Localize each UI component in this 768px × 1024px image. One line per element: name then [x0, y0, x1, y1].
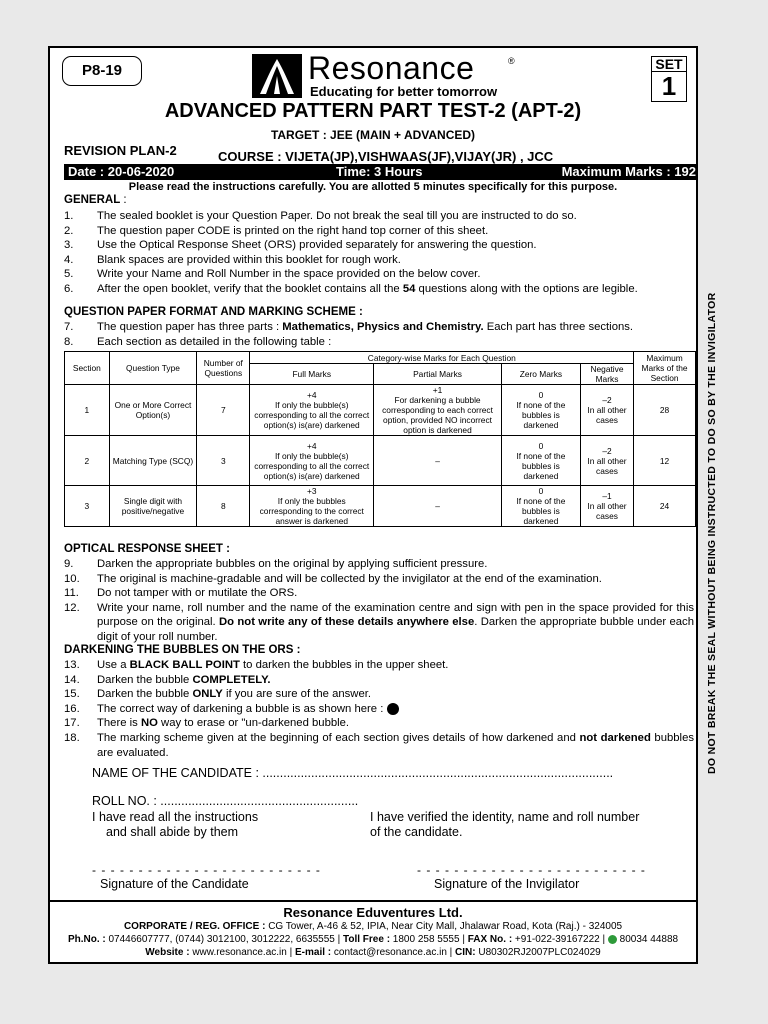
- table-row: 1 One or More Correct Option(s) 7 +4 If only the bubble(s) corresponding to all the correct option(s) is(are) darkened +1 For darkening a bubble corresponding to each correct option, provided NO incorrect option is darkened 0 If none of the bubbles is darkened –2 In all other cases 28: [65, 385, 696, 436]
- logo-tagline: Educating for better tomorrow: [310, 84, 498, 99]
- header-partial: Partial Marks: [374, 364, 502, 385]
- general-list: [64, 209, 694, 297]
- test-title: ADVANCED PATTERN PART TEST-2 (APT-2): [164, 100, 582, 122]
- format-list: [64, 320, 694, 349]
- format-heading: QUESTION PAPER FORMAT AND MARKING SCHEME :: [64, 306, 363, 318]
- list-item: 18. The marking scheme given at the beginning of each section gives details of how darkened and not darkened bubbles are evaluated.: [64, 731, 694, 759]
- website-link[interactable]: www.resonance.ac.in |: [189, 947, 295, 958]
- footer-divider: [50, 900, 696, 902]
- darkening-list: [64, 658, 694, 760]
- header-num-questions: Number of Questions: [197, 352, 250, 385]
- set-label: SET: [652, 57, 686, 72]
- whatsapp-icon: [608, 935, 617, 944]
- paper-code: P8-19: [62, 56, 142, 86]
- instruction-note: Please read the instructions carefully. You are allotted 5 minutes specifically for this purpose.: [128, 181, 618, 193]
- invigilator-declaration: I have verified the identity, name and roll number of the candidate.: [370, 810, 640, 839]
- general-heading: GENERAL :: [64, 194, 127, 206]
- candidate-signature-line[interactable]: - - - - - - - - - - - - - - - - - - - - - - - - -: [92, 863, 321, 877]
- list-item: 2. The question paper CODE is printed on the right hand top corner of this sheet.: [64, 224, 489, 237]
- web-contact: Website : www.resonance.ac.in | E-mail : contact@resonance.ac.in | CIN: U80302RJ2007PLC024029: [145, 947, 601, 958]
- roll-number-field[interactable]: ROLL NO. : .........................................................: [92, 794, 359, 808]
- invigilator-signature-label: Signature of the Invigilator: [434, 877, 580, 891]
- ors-heading: OPTICAL RESPONSE SHEET :: [64, 543, 230, 555]
- list-item: 13. Use a BLACK BALL POINT to darken the bubbles in the upper sheet.: [64, 659, 449, 671]
- target-line: TARGET : JEE (MAIN + ADVANCED): [270, 128, 476, 142]
- header-zero: Zero Marks: [501, 364, 580, 385]
- table-row: 3 Single digit with positive/negative 8 +3 If only the bubbles corresponding to the correct answer is darkened – 0 If none of the bubbles is darkened –1 In all other cases 24: [65, 486, 696, 527]
- maximum-marks: Maximum Marks : 192: [561, 164, 696, 179]
- resonance-emblem-icon: [252, 54, 302, 98]
- candidate-signature-label: Signature of the Candidate: [100, 877, 249, 891]
- list-item: 17. There is NO way to erase or "un-darkened bubble.: [64, 717, 350, 730]
- header-section: Section: [65, 352, 110, 385]
- list-item: 11. Do not tamper with or mutilate the ORS.: [64, 587, 298, 600]
- office-address: CORPORATE / REG. OFFICE : CG Tower, A-46 & 52, IPIA, Near City Mall, Jhalawar Road, Kota (Raj.) - 324005: [123, 921, 623, 932]
- seal-warning-side-text: DO NOT BREAK THE SEAL WITHOUT BEING INSTRUCTED TO DO SO BY THE INVIGILATOR: [706, 292, 718, 774]
- revision-plan: REVISION PLAN-2: [64, 143, 177, 158]
- list-item: 1. The sealed booklet is your Question Paper. Do not break the seal till you are instructed to do so.: [64, 210, 577, 222]
- list-item: 5. Write your Name and Roll Number in the space provided on the below cover.: [64, 268, 481, 281]
- set-number: 1: [661, 71, 677, 101]
- list-item: 14. Darken the bubble COMPLETELY.: [64, 673, 271, 686]
- list-item: 7. The question paper has three parts : Mathematics, Physics and Chemistry. Each part has three sections.: [64, 321, 634, 333]
- list-item: 15. Darken the bubble ONLY if you are sure of the answer.: [64, 688, 372, 701]
- exam-date: Date : 20-06-2020: [68, 164, 175, 179]
- header-question-type: Question Type: [109, 352, 196, 385]
- list-item: 10. The original is machine-gradable and will be collected by the invigilator at the end of the examination.: [64, 572, 602, 585]
- list-item: 6. After the open booklet, verify that the booklet contains all the 54 questions along with the options are legible.: [64, 282, 638, 295]
- header-full: Full Marks: [250, 364, 374, 385]
- set-box: [651, 56, 687, 102]
- question-booklet-cover: [48, 46, 698, 964]
- list-item: 8. Each section as detailed in the following table :: [64, 335, 332, 348]
- list-item: 9. Darken the appropriate bubbles on the original by applying sufficient pressure.: [64, 558, 488, 570]
- ors-list: [64, 557, 694, 645]
- header-maximum: Maximum Marks of the Section: [634, 352, 696, 385]
- invigilator-signature-line[interactable]: - - - - - - - - - - - - - - - - - - - - - - - - -: [417, 863, 646, 877]
- company-name: Resonance Eduventures Ltd.: [283, 905, 463, 920]
- email-link[interactable]: contact@resonance.ac.in |: [331, 947, 456, 958]
- candidate-declaration: I have read all the instructions and shall abide by them: [92, 810, 259, 839]
- list-item: 16. The correct way of darkening a bubble is as shown here :: [64, 702, 694, 717]
- resonance-logo: [252, 50, 522, 100]
- header-negative: Negative Marks: [580, 364, 633, 385]
- course-line: COURSE : VIJETA(JP),VISHWAAS(JF),VIJAY(JR) , JCC: [218, 149, 554, 164]
- exam-duration: Time: 3 Hours: [336, 164, 423, 179]
- contact-numbers: Ph.No. : 07446607777, (0744) 3012100, 3012222, 6635555 | Toll Free : 1800 258 5555 | FAX No. : +91-022-39167222 | 80034 44888: [67, 934, 679, 945]
- logo-wordmark: Resonance: [308, 50, 475, 86]
- darkening-heading: DARKENING THE BUBBLES ON THE ORS :: [64, 644, 301, 656]
- candidate-name-field[interactable]: NAME OF THE CANDIDATE : .....................................................................................................: [92, 766, 614, 780]
- marking-scheme-table: [64, 351, 696, 527]
- table-row: 2 Matching Type (SCQ) 3 +4 If only the bubble(s) corresponding to all the correct option(s) is(are) darkened – 0 If none of the bubbles is darkened –2 In all other cases 12: [65, 436, 696, 486]
- list-item: 12. Write your name, roll number and the name of the examination centre and sign with pen in the space provided for this purpose on the original. Do not write any of these details anywhere else. Darken the appropriate bubble under each digit of your roll number.: [64, 601, 694, 643]
- registered-mark: ®: [508, 56, 515, 66]
- list-item: 3. Use the Optical Response Sheet (ORS) provided separately for answering the question.: [64, 239, 537, 252]
- list-item: 4. Blank spaces are provided within this booklet for rough work.: [64, 253, 401, 266]
- date-time-bar: [64, 164, 696, 180]
- header-category: Category-wise Marks for Each Question: [250, 352, 634, 364]
- filled-bubble-icon: [387, 703, 399, 715]
